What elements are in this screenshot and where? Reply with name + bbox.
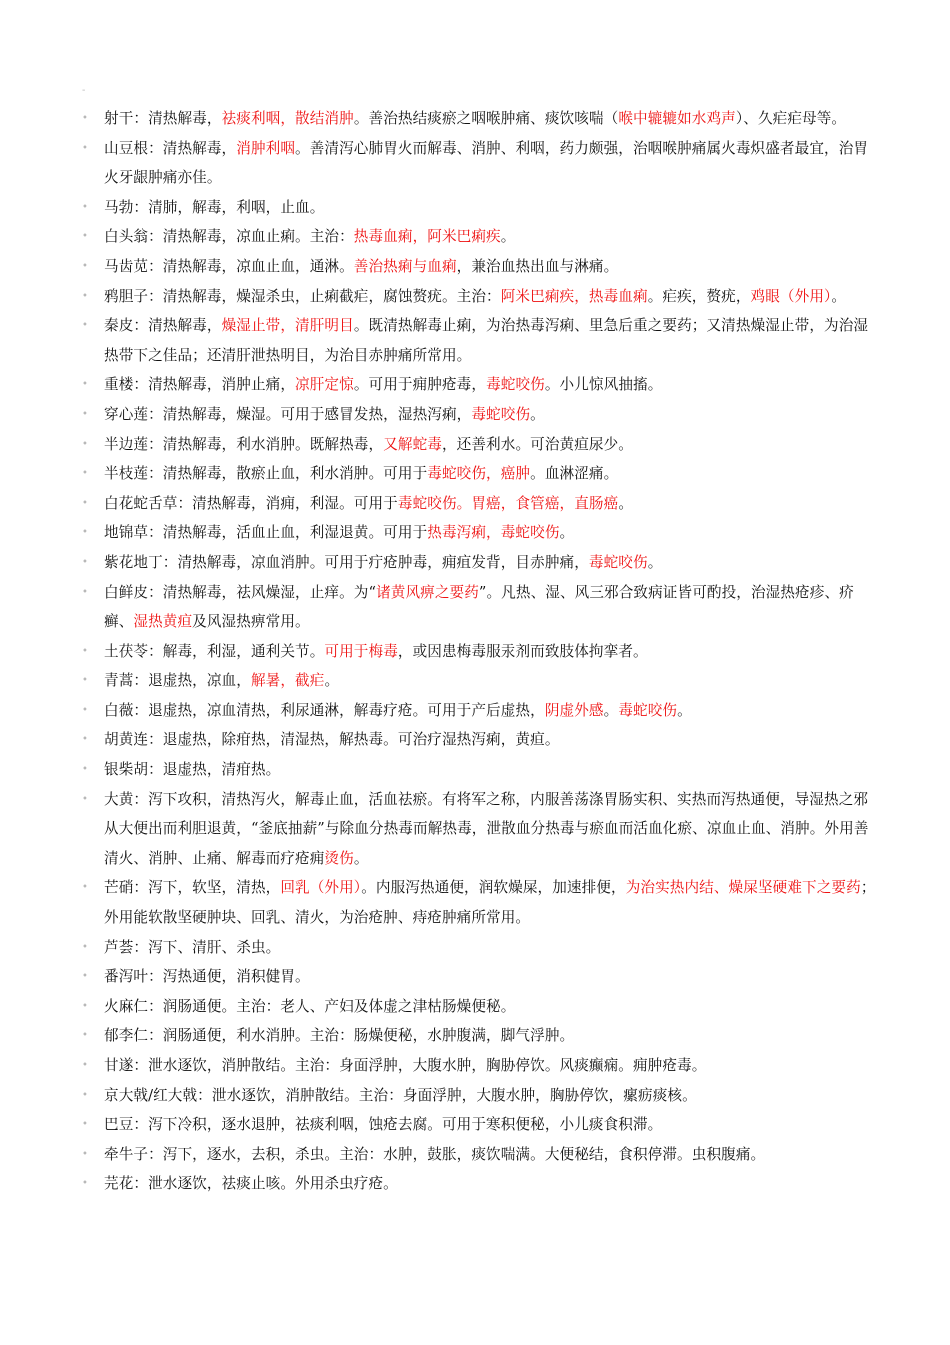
entry-text: 银柴胡：退虚热，清疳热。: [104, 761, 281, 779]
entry-text: ，兼治血热出血与淋痛。: [456, 257, 619, 275]
entry-text: 。内服泻热通便，润软燥屎，加速排便，: [361, 879, 626, 897]
entry-item: [80, 222, 880, 252]
entry-text: 穿心莲：清热解毒，燥湿。可用于感冒发热，湿热泻痢，: [104, 405, 472, 423]
entry-text: 。血淋涩痛。: [530, 465, 619, 483]
entry-item: [80, 430, 880, 460]
bullet-icon: •: [82, 764, 88, 776]
highlight-text: 毒蛇咬伤: [588, 553, 648, 571]
document-page: [80, 78, 880, 1199]
entry-text: 。: [647, 553, 663, 571]
highlight-text: 可用于梅毒: [324, 642, 398, 660]
highlight-text: 热毒泻痢，毒蛇咬伤: [427, 524, 560, 542]
bullet-icon: •: [82, 497, 88, 509]
highlight-text: 毒蛇咬伤: [618, 701, 678, 719]
entry-text: 番泻叶：泻热通便，消积健胃。: [104, 968, 310, 986]
bullet-icon: •: [82, 734, 88, 746]
entry-item: [80, 1140, 880, 1170]
entry-item: [80, 933, 880, 963]
entry-item: [80, 637, 880, 667]
entry-item: [80, 282, 880, 312]
highlight-text: 诸黄风痹之要药: [376, 583, 479, 601]
entry-text: 。: [559, 524, 575, 542]
bullet-icon: •: [82, 586, 88, 598]
bullet-icon: •: [82, 556, 88, 568]
entry-text: 土茯苓：解毒，利湿，通利关节。: [104, 642, 325, 660]
entry-item: [80, 666, 880, 696]
bullet-icon: •: [82, 1089, 88, 1101]
entry-text: 重楼：清热解毒，消肿止痛，: [104, 376, 296, 394]
bullet-icon: •: [82, 113, 88, 124]
entry-text: 。小儿惊风抽搐。: [544, 376, 663, 394]
entry-text: 秦皮：清热解毒，: [104, 317, 222, 335]
entry-text: 巴豆：泻下冷积，逐水退肿，祛痰利咽，蚀疮去腐。可用于寒积便秘，小儿痰食积滞。: [104, 1116, 663, 1134]
entry-item: [80, 134, 880, 193]
entry-text: 。: [603, 701, 619, 719]
bullet-icon: •: [82, 971, 88, 983]
entry-item: [80, 252, 880, 282]
bullet-icon: •: [82, 201, 88, 213]
bullet-icon: •: [82, 290, 88, 302]
entry-item: [80, 1081, 880, 1111]
entry-item: [80, 370, 880, 400]
highlight-text: 祛痰利咽，散结消肿: [221, 110, 354, 127]
entry-text: 。: [831, 287, 847, 305]
bullet-icon: •: [82, 1148, 88, 1160]
entry-text: 山豆根：清热解毒，: [104, 139, 237, 157]
entry-text: 甘遂：泄水逐饮，消肿散结。主治：身面浮肿，大腹水肿，胸胁停饮。风痰癫痫。痈肿疮毒。: [104, 1057, 707, 1074]
bullet-icon: •: [82, 941, 88, 953]
highlight-text: 阿米巴痢疾，热毒血痢: [500, 287, 648, 305]
highlight-text: 毒蛇咬伤，癌肿: [427, 465, 531, 483]
entry-text: 。: [324, 672, 340, 690]
entry-text: 射干：清热解毒，: [104, 110, 222, 127]
entry-text: 火麻仁：润肠通便。主治：老人、产妇及体虚之津枯肠燥便秘。: [104, 997, 516, 1015]
entry-text: 白头翁：清热解毒，凉血止痢。主治：: [104, 228, 354, 246]
bullet-icon: •: [82, 645, 88, 657]
bullet-icon: •: [82, 1119, 88, 1131]
entry-text: ，或因患梅毒服汞剂而致肢体拘挛者。: [397, 642, 648, 660]
highlight-text: 燥湿止带，清肝明目: [221, 317, 354, 335]
highlight-text: 毒蛇咬伤。胃癌，食管癌，直肠癌: [397, 494, 619, 512]
entry-text: 紫花地丁：清热解毒，凉血消肿。可用于疔疮肿毒，痈疽发背，目赤肿痛，: [104, 553, 589, 571]
bullet-icon: •: [82, 260, 88, 272]
entry-text: 。: [677, 701, 692, 719]
highlight-text: 解暑，截疟: [250, 672, 325, 690]
entry-text: 。疟疾，赘疣，: [647, 287, 751, 305]
entry-item: [80, 873, 880, 932]
entry-item: [80, 400, 880, 430]
highlight-text: 毒蛇咬伤: [471, 405, 531, 423]
entry-item: [80, 1051, 880, 1081]
entry-item: [80, 992, 880, 1022]
entry-item: [80, 459, 880, 489]
highlight-text: 鸡眼（外用）: [750, 287, 832, 305]
entry-text: 芒硝：泻下，软坚，清热，: [104, 879, 281, 897]
entry-text: 。: [618, 494, 634, 512]
entry-item: [80, 518, 880, 548]
entry-text: ；外用能软散坚硬肿块、回乳、清火，为治疮肿、痔疮肿痛所常用。: [104, 879, 876, 927]
entry-text: 马齿苋：清热解毒，凉血止血，通淋。: [104, 257, 354, 275]
entry-item: [80, 696, 880, 726]
entry-item: [80, 311, 880, 370]
highlight-text: 凉肝定惊: [295, 376, 354, 394]
entry-text: ，还善利水。可治黄疸尿少。: [441, 435, 633, 453]
entry-text: 白花蛇舌草：清热解毒，消痈，利湿。可用于: [104, 494, 398, 512]
bullet-icon: •: [82, 1000, 88, 1012]
bullet-icon: •: [82, 1178, 88, 1190]
entry-text: 半边莲：清热解毒，利水消肿。既解热毒，: [104, 435, 384, 453]
entry-text: 。: [500, 228, 516, 246]
highlight-text: 善治热痢与血痢: [353, 257, 457, 275]
highlight-text: 阴虚外感: [544, 701, 604, 719]
entry-text: ）、久疟疟母等。: [735, 110, 847, 127]
entry-text: 芫花：泄水逐饮，祛痰止咳。外用杀虫疗疮。: [104, 1175, 398, 1193]
entry-text: 。: [353, 849, 369, 867]
highlight-text: 毒蛇咬伤: [486, 376, 545, 394]
entry-text: 京大戟/红大戟：泄水逐饮，消肿散结。主治：身面浮肿，大腹水肿，胸胁停饮，瘰疬痰核。: [104, 1086, 697, 1104]
entry-text: 牵牛子：泻下，逐水，去积，杀虫。主治：水肿，鼓胀，痰饮喘满。大便秘结，食积停滞。虫积腹痛。: [104, 1145, 766, 1163]
bullet-icon: •: [82, 231, 88, 243]
entry-text: 青蒿：退虚热，凉血，: [104, 672, 251, 690]
highlight-text: 消肿利咽: [236, 139, 296, 157]
bullet-icon: •: [82, 704, 88, 716]
highlight-text: 又解蛇毒: [383, 435, 442, 453]
bullet-icon: •: [82, 1030, 88, 1042]
entry-text: 白薇：退虚热，凉血清热，利尿通淋，解毒疗疮。可用于产后虚热，: [104, 701, 545, 719]
entry-text: 。既清热解毒止痢，为治热毒泻痢、里急后重之要药；又清热燥湿止带，为治湿热带下之佳品；还清肝泄热明目，为治目赤肿痛所常用。: [104, 317, 869, 364]
bullet-icon: •: [82, 468, 88, 480]
entry-text: 胡黄连：退虚热，除疳热，清湿热，解热毒。可治疗湿热泻痢，黄疸。: [104, 731, 560, 749]
entry-text: 。: [530, 405, 545, 423]
bullet-icon: •: [82, 793, 88, 805]
entry-item: [80, 962, 880, 992]
highlight-text: 热毒血痢，阿米巴痢疾: [353, 228, 501, 246]
entry-text: 。善治热结痰瘀之咽喉肿痛、痰饮咳喘（: [353, 110, 619, 127]
bullet-icon: •: [82, 675, 88, 687]
entry-item: [80, 193, 880, 223]
bullet-icon: •: [82, 379, 88, 391]
entry-item: [80, 578, 880, 637]
top-mark: -: [82, 85, 86, 96]
entry-text: 白鲜皮：清热解毒，祛风燥湿，止痒。为“: [104, 583, 377, 601]
highlight-text: 为治实热内结、燥屎坚硬难下之要药: [625, 879, 861, 897]
highlight-text: 喉中辘辘如水鸡声: [618, 110, 736, 127]
entry-text: 。善清泻心肺胃火而解毒、消肿、利咽，药力颇强，治咽喉肿痛属火毒炽盛者最宜，治胃火牙龈肿痛亦佳。: [104, 139, 869, 187]
highlight-text: 回乳（外用）: [280, 879, 362, 897]
bullet-icon: •: [82, 408, 88, 420]
bullet-icon: •: [82, 438, 88, 450]
bullet-icon: •: [82, 882, 88, 894]
entry-item: [80, 1169, 880, 1199]
entry-item: [80, 785, 880, 874]
entry-item: [80, 548, 880, 578]
bullet-icon: •: [82, 320, 88, 332]
entry-text: 及风湿热痹常用。: [192, 613, 310, 631]
bullet-icon: •: [82, 142, 88, 154]
entry-text: ”。凡热、湿、风三邪合致病证皆可酌投，治湿热疮疹、疥癣、: [104, 583, 854, 631]
entry-text: 地锦草：清热解毒，活血止血，利湿退黄。可用于: [104, 524, 428, 542]
entry-item: [80, 489, 880, 519]
entry-text: 芦荟：泻下、清肝、杀虫。: [104, 938, 281, 956]
entry-text: 。可用于痈肿疮毒，: [353, 376, 487, 394]
entry-item: [80, 755, 880, 785]
entry-text: 马勃：清肺，解毒，利咽，止血。: [104, 198, 325, 216]
entry-text: 郁李仁：润肠通便，利水消肿。主治：肠燥便秘，水肿腹满，脚气浮肿。: [104, 1027, 575, 1045]
entry-item: [80, 1110, 880, 1140]
entry-list: [80, 104, 880, 1199]
entry-text: 半枝莲：清热解毒，散瘀止血，利水消肿。可用于: [104, 465, 428, 483]
entry-item: [80, 725, 880, 755]
highlight-text: 湿热黄疸: [133, 613, 193, 631]
entry-item: [80, 104, 880, 134]
entry-text: 鸦胆子：清热解毒，燥湿杀虫，止痢截疟，腐蚀赘疣。主治：: [104, 287, 501, 305]
bullet-icon: •: [82, 1060, 88, 1071]
entry-text: 大黄：泻下攻积，清热泻火，解毒止血，活血祛瘀。有将军之称，内服善荡涤胃肠实积、实热而泻热通便，导湿热之邪从大便出而利胆退黄，“釜底抽薪”与除血分热毒而解热毒，泄散血分热毒与瘀血而活血化瘀、凉血止血、消肿。外用善清火、消肿、止痛、解毒而疗疮痈: [104, 790, 869, 867]
bullet-icon: •: [82, 527, 88, 539]
entry-item: [80, 1021, 880, 1051]
highlight-text: 烫伤: [324, 849, 354, 867]
